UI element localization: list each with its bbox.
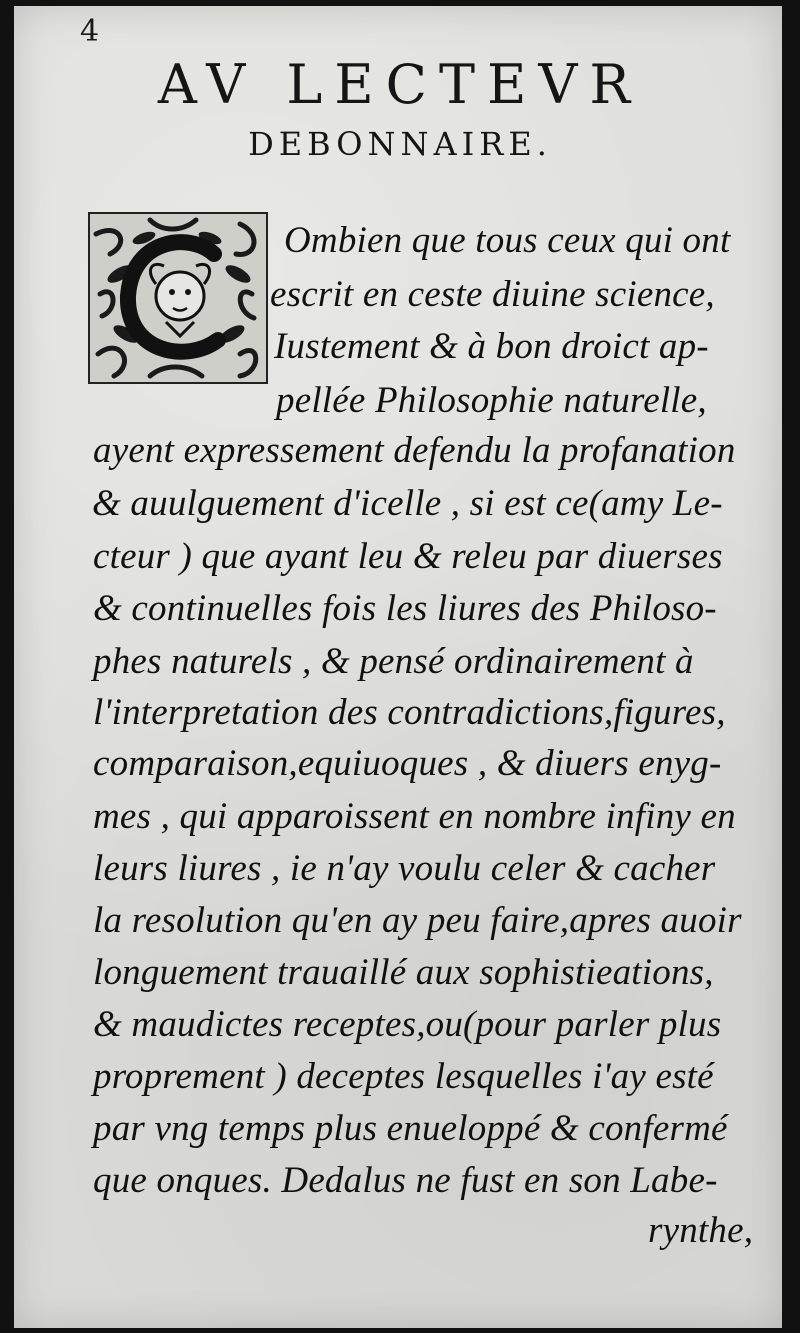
text-line: proprement ) deceptes lesquelles i'ay esté bbox=[93, 1056, 714, 1097]
decorated-initial-c bbox=[88, 212, 268, 384]
text-line: & maudictes receptes,ou(pour parler plus bbox=[93, 1004, 722, 1045]
page-title: AV LECTEVR bbox=[157, 53, 643, 116]
text-line: longuement trauaillé aux sophistieations, bbox=[93, 952, 714, 993]
text-line: leurs liures , ie n'ay voulu celer & cacher bbox=[93, 848, 716, 889]
text-line: par vng temps plus enueloppé & confermé bbox=[93, 1108, 728, 1149]
text-line: l'interpretation des contradictions,figures, bbox=[93, 692, 726, 733]
text-line: comparaison,equiuoques , & diuers enyg- bbox=[93, 743, 722, 784]
text-line: ayent expressement defendu la profanation bbox=[93, 430, 736, 471]
text-line: mes , qui apparoissent en nombre infiny en bbox=[93, 796, 736, 837]
text-line: & continuelles fois les liures des Philoso- bbox=[93, 588, 717, 629]
page-number: 4 bbox=[80, 14, 100, 49]
text-line: rynthe, bbox=[648, 1210, 754, 1251]
text-line: & auulguement d'icelle , si est ce(amy Le- bbox=[92, 483, 723, 524]
text-line: la resolution qu'en ay peu faire,apres auoir bbox=[93, 900, 742, 941]
page-subtitle: DEBONNAIRE. bbox=[248, 125, 552, 163]
text-line: phes naturels , & pensé ordinairement à bbox=[93, 641, 694, 682]
text-line: que onques. Dedalus ne fust en son Labe- bbox=[93, 1160, 718, 1201]
text-line: cteur ) que ayant leu & releu par diuerses bbox=[93, 536, 723, 577]
text-line: Iustement & à bon droict ap- bbox=[274, 326, 709, 367]
text-line: escrit en ceste diuine science, bbox=[270, 274, 715, 315]
text-line: Ombien que tous ceux qui ont bbox=[284, 220, 731, 261]
text-line: pellée Philosophie naturelle, bbox=[276, 380, 707, 421]
decorated-initial-artwork bbox=[90, 214, 266, 382]
